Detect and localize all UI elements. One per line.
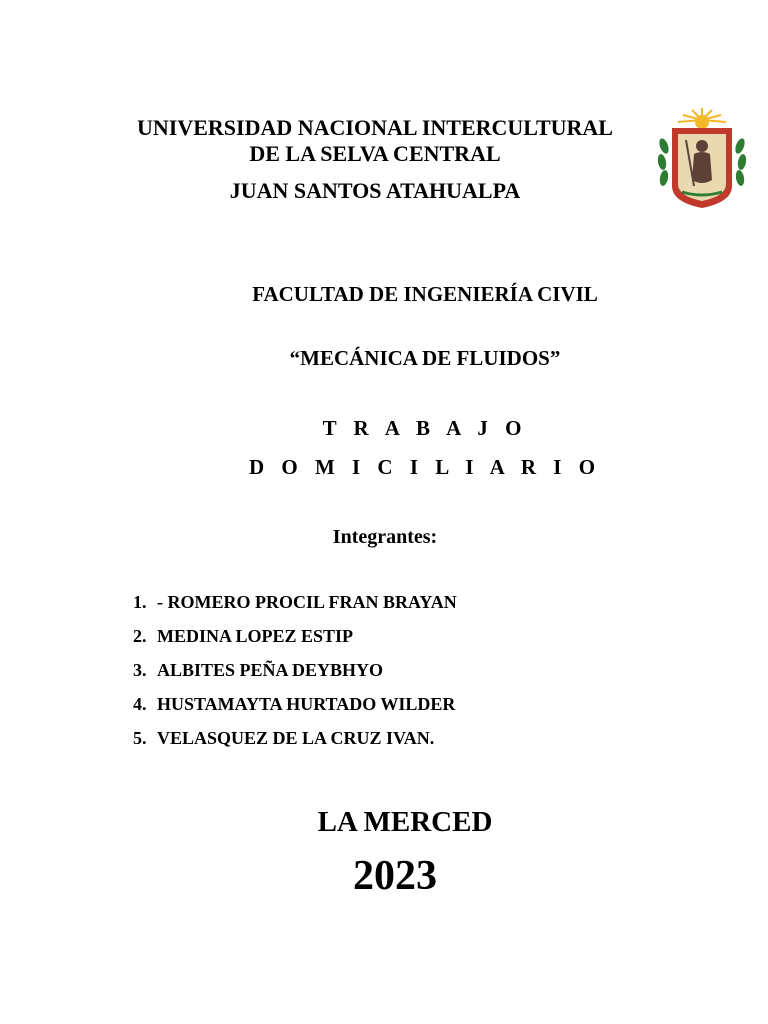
member-number: 3.	[133, 660, 147, 680]
course-name: “MECÁNICA DE FLUIDOS”	[289, 346, 561, 370]
place: LA MERCED	[317, 806, 493, 838]
member-name: VELASQUEZ DE LA CRUZ IVAN.	[157, 728, 435, 748]
work-title-line1: T R A B A J O	[322, 416, 528, 440]
member-number: 4.	[133, 694, 147, 714]
member-name: ALBITES PEÑA DEYBHYO	[157, 660, 384, 680]
year: 2023	[353, 853, 437, 899]
university-name-line3: JUAN SANTOS ATAHUALPA	[229, 178, 521, 203]
work-title-line2: D O M I C I L I A R I O	[248, 455, 602, 479]
member-number: 5.	[133, 728, 147, 748]
university-crest-icon	[656, 106, 748, 212]
university-name-line1: UNIVERSIDAD NACIONAL INTERCULTURAL	[137, 115, 613, 140]
member-name: - ROMERO PROCIL FRAN BRAYAN	[157, 592, 457, 612]
member-number: 2.	[133, 626, 147, 646]
member-name: HUSTAMAYTA HURTADO WILDER	[157, 694, 456, 714]
university-name-line2: DE LA SELVA CENTRAL	[249, 141, 501, 166]
members-title: Integrantes:	[332, 526, 438, 548]
member-number: 1.	[133, 592, 147, 612]
faculty-name: FACULTAD DE INGENIERÍA CIVIL	[252, 282, 598, 306]
member-name: MEDINA LOPEZ ESTIP	[157, 626, 354, 646]
